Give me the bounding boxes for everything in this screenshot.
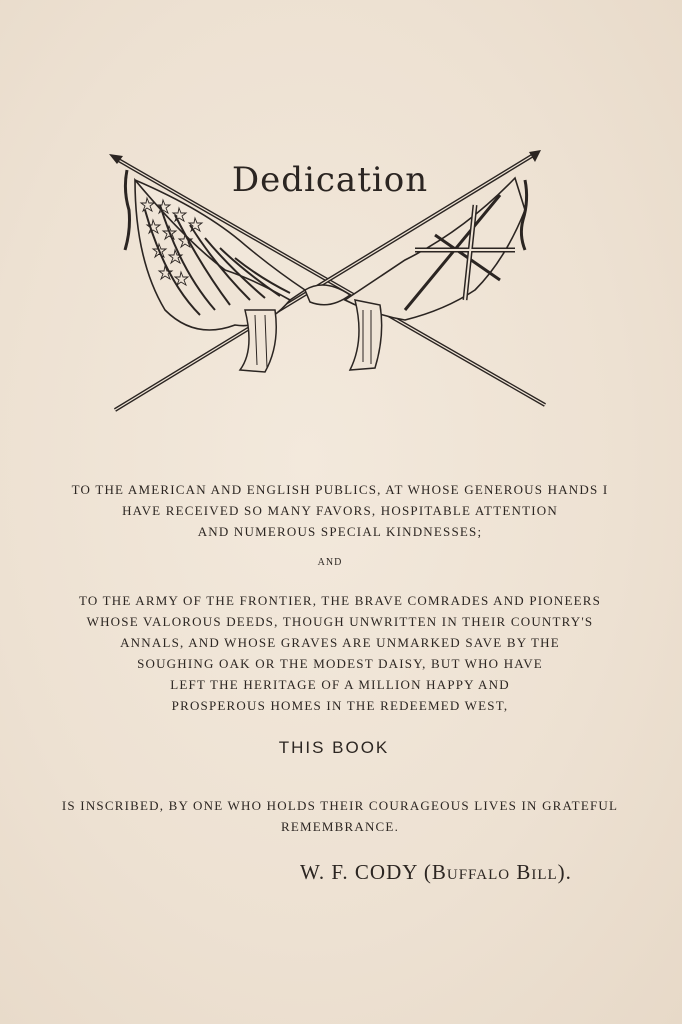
text-line: SOUGHING OAK OR THE MODEST DAISY, BUT WHO HAVE bbox=[137, 656, 543, 671]
text-line: AND NUMEROUS SPECIAL KINDNESSES; bbox=[197, 524, 483, 539]
text-line: ANNALS, AND WHOSE GRAVES ARE UNMARKED SAVE BY THE bbox=[120, 635, 560, 650]
signature-alias: (Buffalo Bill). bbox=[423, 860, 572, 884]
text-line: HAVE RECEIVED SO MANY FAVORS, HOSPITABLE ATTENTION bbox=[122, 503, 558, 518]
this-book-heading: THIS BOOK bbox=[278, 738, 390, 757]
and-separator: AND bbox=[317, 557, 343, 568]
dedication-paragraph-inscription bbox=[20, 795, 660, 837]
signature bbox=[300, 860, 572, 885]
text-line: PROSPEROUS HOMES IN THE REDEEMED WEST, bbox=[171, 698, 509, 713]
signature-name: W. F. CODY bbox=[300, 860, 418, 884]
text-line: WHOSE VALOROUS DEEDS, THOUGH UNWRITTEN IN THEIR COUNTRY'S bbox=[86, 614, 594, 629]
dedication-paragraph-army bbox=[20, 590, 660, 716]
text-line: TO THE AMERICAN AND ENGLISH PUBLICS, AT WHOSE GENEROUS HANDS I bbox=[71, 482, 609, 497]
dedication-paragraph-publics bbox=[20, 479, 660, 542]
text-line: LEFT THE HERITAGE OF A MILLION HAPPY AND bbox=[170, 677, 510, 692]
text-line: IS INSCRIBED, BY ONE WHO HOLDS THEIR COURAGEOUS LIVES IN GRATEFUL bbox=[61, 798, 619, 813]
dedication-heading: Dedication bbox=[231, 160, 429, 200]
text-line: TO THE ARMY OF THE FRONTIER, THE BRAVE COMRADES AND PIONEERS bbox=[78, 593, 602, 608]
text-line: REMEMBRANCE. bbox=[280, 819, 400, 834]
